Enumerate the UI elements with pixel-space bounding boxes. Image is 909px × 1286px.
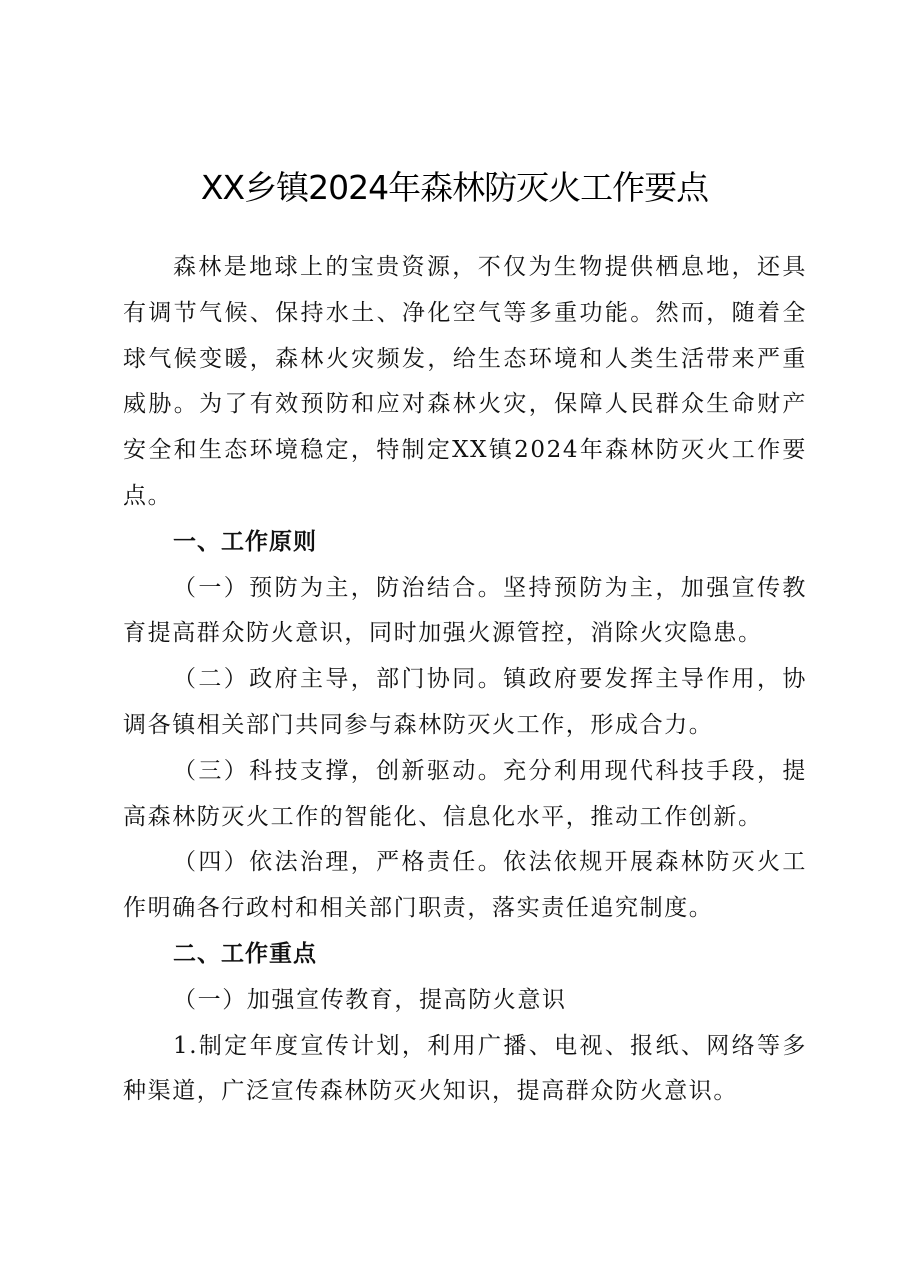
priority-item-1: 1.制定年度宣传计划，利用广播、电视、报纸、网络等多种渠道，广泛宣传森林防灭火知识，提高群众防火意识。: [123, 1032, 807, 1105]
intro-paragraph: 森林是地球上的宝贵资源，不仅为生物提供栖息地，还具有调节气候、保持水土、净化空气等多重功能。然而，随着全球气候变暖，森林火灾频发，给生态环境和人类生活带来严重威胁。为了有效预防和应对森林火灾，保障人民群众生命财产安全和生态环境稳定，特制定XX镇2024年森林防灭火工作要点。: [123, 254, 807, 509]
document-title: XX乡镇2024年森林防灭火工作要点: [200, 168, 709, 207]
principle-item-1: （一）预防为主，防治结合。坚持预防为主，加强宣传教育提高群众防火意识，同时加强火源管控，消除火灾隐患。: [123, 574, 807, 647]
document-body: [123, 245, 807, 1115]
principle-item-2: （二）政府主导，部门协同。镇政府要发挥主导作用，协调各镇相关部门共同参与森林防灭火工作，形成合力。: [123, 666, 807, 738]
principle-item-4: （四）依法治理，严格责任。依法依规开展森林防灭火工作明确各行政村和相关部门职责，落实责任追究制度。: [123, 849, 807, 922]
principle-item-3: （三）科技支撑，创新驱动。充分利用现代科技手段，提高森林防灭火工作的智能化、信息化水平，推动工作创新。: [123, 757, 807, 830]
priority-subheading: （一）加强宣传教育，提高防火意识: [173, 986, 567, 1013]
section-heading-principles: 一、工作原则: [173, 528, 317, 555]
section-heading-priorities: 二、工作重点: [173, 940, 317, 967]
